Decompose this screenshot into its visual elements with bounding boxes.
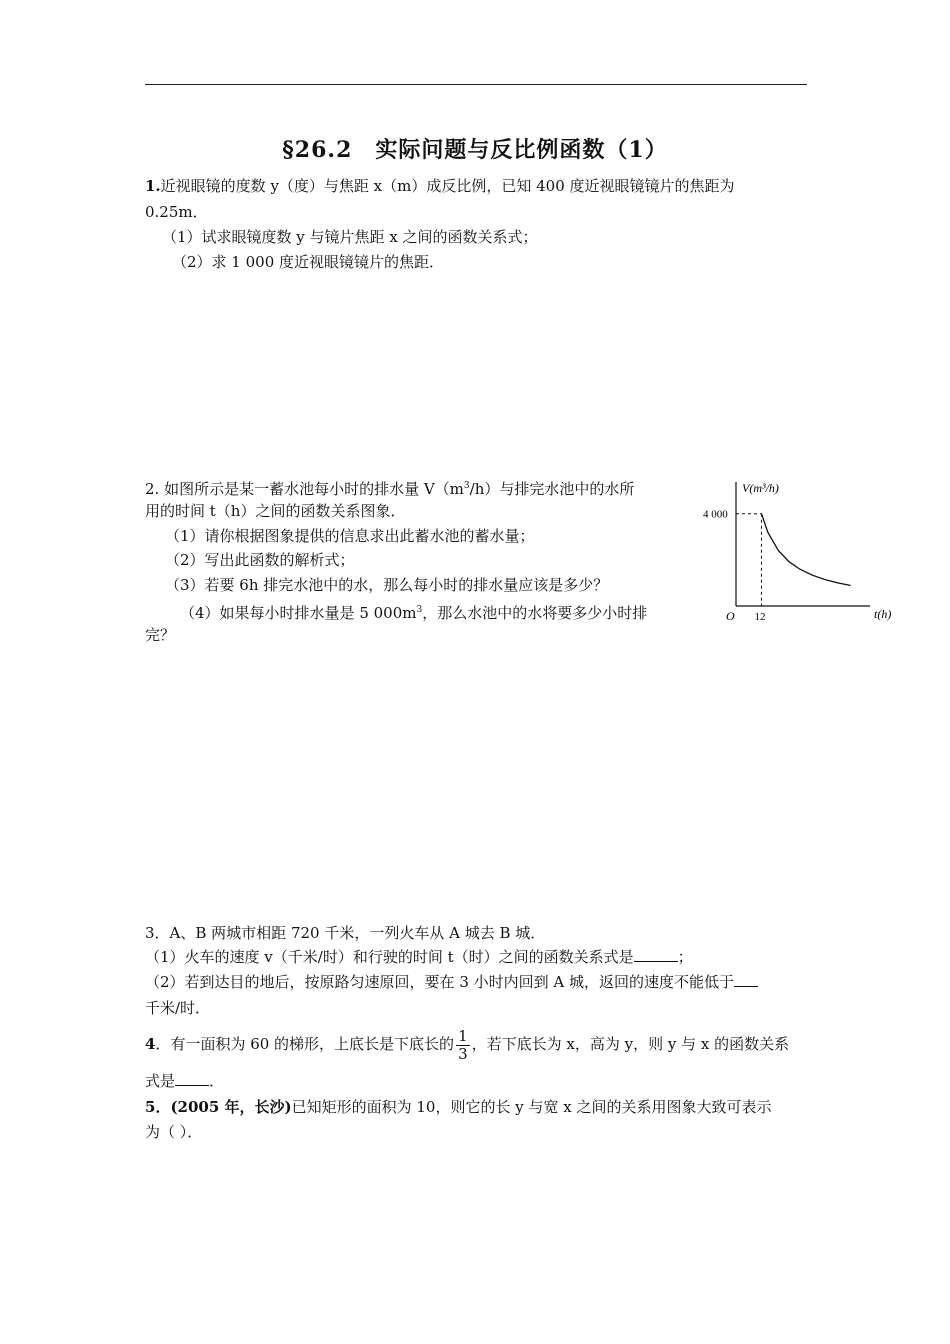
question-2-part-4-text-b: ，那么水池中的水将要多少小时排 (422, 604, 648, 622)
question-3-part-2-text: （2）若到达目的地后，按原路匀速原回，要在 3 小时内回到 A 城，返回的速度不能低于 (145, 973, 734, 991)
fraction-numerator: 1 (458, 1026, 468, 1045)
question-4-line-2 (145, 1070, 224, 1092)
question-2-part-4 (180, 599, 647, 624)
question-2-line-1 (145, 475, 634, 500)
question-1-text: 近视眼镜的度数 y（度）与焦距 x（m）成反比例，已知 400 度近视眼镜镜片的焦距为 (160, 177, 735, 195)
question-4-text-d: ． (209, 1072, 225, 1090)
question-5-text: 已知矩形的面积为 10，则它的长 y 与宽 x 之间的关系用图象大致可表示 (291, 1098, 772, 1116)
question-2-part-4-sup: 3 (416, 605, 423, 615)
question-3-text: ．A、B 两城市相距 720 千米，一列火车从 A 城去 B 城． (154, 924, 546, 942)
question-4-text-a: ．有一面积为 60 的梯形，上底长是下底长的 (155, 1035, 455, 1053)
x-axis-label: t(h) (874, 607, 892, 621)
question-1-part-2: （2）求 1 000 度近视眼镜镜片的焦距． (172, 253, 445, 271)
header-rule (145, 84, 807, 85)
question-4-text-c: 式是 (145, 1072, 176, 1090)
answer-blank[interactable] (175, 1071, 209, 1086)
question-2-part-3: （3）若要 6h 排完水池中的水，那么每小时的排水量应该是多少？ (165, 576, 609, 594)
question-3-part-1 (145, 946, 693, 968)
page-title: §26.2 实际问题与反比例函数（1） (282, 137, 668, 163)
question-3-number: 3 (145, 924, 155, 942)
question-3-part-1-text: （1）火车的速度 v（千米/时）和行驶的时间 t（时）之间的函数关系式是 (145, 948, 634, 966)
answer-blank[interactable] (734, 972, 758, 987)
question-5-source: ．(2005 年，长沙) (155, 1098, 292, 1116)
question-2-part-4-end: 完？ (145, 626, 176, 644)
fraction-denominator: 3 (458, 1044, 468, 1063)
question-2-text-b: /h）与排完水池中的水所 (469, 480, 635, 498)
question-2-sup: 3 (463, 481, 470, 491)
inverse-curve (762, 514, 851, 586)
question-4-number: 4 (145, 1035, 156, 1053)
x-tick-label: 12 (754, 611, 766, 623)
question-2-number: 2. (145, 480, 160, 498)
origin-label: O (726, 609, 735, 623)
question-2-part-1: （1）请你根据图象提供的信息求出此蓄水池的蓄水量； (165, 527, 535, 545)
question-1-part-1: （1）试求眼镜度数 y 与镜片焦距 x 之间的函数关系式； (162, 228, 538, 246)
question-2-text-a: 如图所示是某一蓄水池每小时的排水量 V（m (159, 480, 464, 498)
question-5-line-2: 为（ ）． (145, 1123, 203, 1141)
question-4-text-b: ，若下底长为 x，高为 y，则 y 与 x 的函数关系 (471, 1035, 790, 1053)
question-2-line-2: 用的时间 t（h）之间的函数关系图象． (145, 502, 406, 520)
question-3-part-1-end: ； (677, 948, 693, 966)
question-4-line-1 (145, 1024, 789, 1064)
y-axis-label: V(m³/h) (742, 481, 779, 495)
question-1-line-2: 0.25m． (145, 203, 208, 221)
question-2-part-2: （2）写出此函数的解析式； (165, 551, 355, 569)
drainage-chart (700, 472, 905, 627)
question-3-part-2 (145, 971, 758, 993)
question-5-line-1 (145, 1096, 771, 1118)
question-5-number: 5 (145, 1098, 156, 1116)
answer-blank[interactable] (634, 947, 678, 962)
question-1-line-1 (145, 175, 735, 197)
question-3-line-1 (145, 922, 545, 944)
question-3-part-2-end: 千米/时． (145, 999, 211, 1017)
question-2-part-4-text-a: （4）如果每小时排水量是 5 000m (180, 604, 417, 622)
fraction-one-third (456, 1028, 470, 1063)
question-1-number: 1. (145, 177, 161, 195)
y-tick-label: 4 000 (703, 508, 728, 521)
